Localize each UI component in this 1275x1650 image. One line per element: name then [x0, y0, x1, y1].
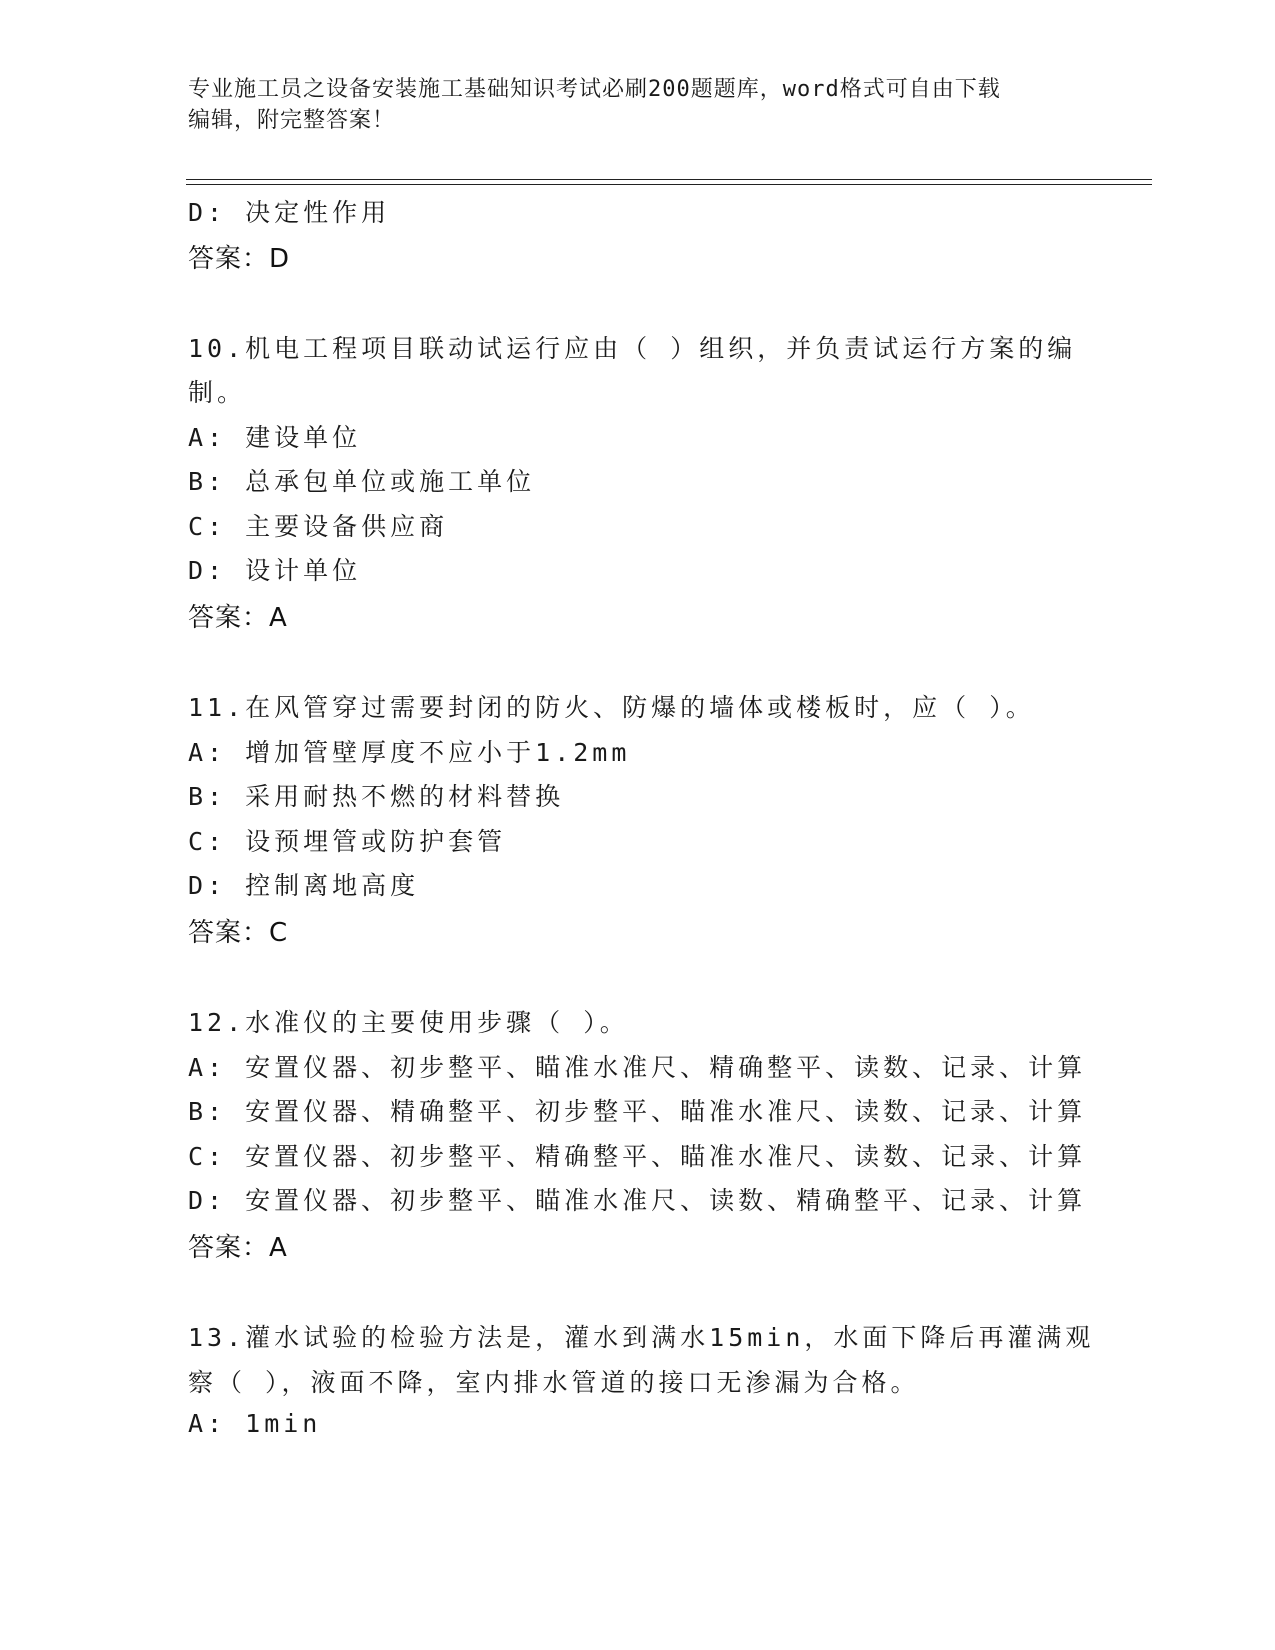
q10-option-b: B: 总承包单位或施工单位: [188, 467, 536, 496]
header-rule-top: [186, 179, 1152, 180]
q11-option-c: C: 设预埋管或防护套管: [188, 827, 507, 856]
header-rule-bottom: [186, 184, 1152, 185]
q11-stem-line-1: 11.在风管穿过需要封闭的防火、防爆的墙体或楼板时，应（ ）。: [188, 693, 1035, 722]
q11-option-b: B: 采用耐热不燃的材料替换: [188, 782, 565, 811]
q11-option-a: A: 增加管壁厚度不应小于1.2mm: [188, 738, 631, 767]
q12-option-d: D: 安置仪器、初步整平、瞄准水准尺、读数、精确整平、记录、计算: [188, 1186, 1087, 1215]
q13-stem-line-1: 13.灌水试验的检验方法是，灌水到满水15min，水面下降后再灌满观: [188, 1323, 1095, 1352]
q10-stem-line-1: 10.机电工程项目联动试运行应由（ ）组织，并负责试运行方案的编: [188, 334, 1077, 363]
q10-stem-line-2: 制。: [188, 378, 247, 407]
document-header: [188, 74, 1088, 136]
q10-answer: 答案：A: [188, 603, 288, 633]
q11-answer: 答案：C: [188, 918, 289, 948]
q12-option-a: A: 安置仪器、初步整平、瞄准水准尺、精确整平、读数、记录、计算: [188, 1053, 1087, 1082]
q10-option-d: D: 设计单位: [188, 556, 362, 585]
header-line-1: 专业施工员之设备安装施工基础知识考试必刷200题题库，word格式可自由下载: [188, 77, 1001, 102]
header-line-2: 编辑，附完整答案！: [188, 108, 396, 133]
q12-option-b: B: 安置仪器、精确整平、初步整平、瞄准水准尺、读数、记录、计算: [188, 1097, 1087, 1126]
q9-option-d: D: 决定性作用: [188, 198, 391, 227]
q10-option-a: A: 建设单位: [188, 423, 362, 452]
q12-option-c: C: 安置仪器、初步整平、精确整平、瞄准水准尺、读数、记录、计算: [188, 1142, 1087, 1171]
q13-option-a: A: 1min: [188, 1409, 322, 1438]
q12-answer: 答案：A: [188, 1233, 288, 1263]
q11-option-d: D: 控制离地高度: [188, 871, 420, 900]
q10-option-c: C: 主要设备供应商: [188, 512, 449, 541]
q9-answer: 答案：D: [188, 244, 291, 274]
q12-stem-line-1: 12.水准仪的主要使用步骤（ ）。: [188, 1008, 629, 1037]
q13-stem-line-2: 察（ ），液面不降，室内排水管道的接口无渗漏为合格。: [188, 1368, 920, 1397]
